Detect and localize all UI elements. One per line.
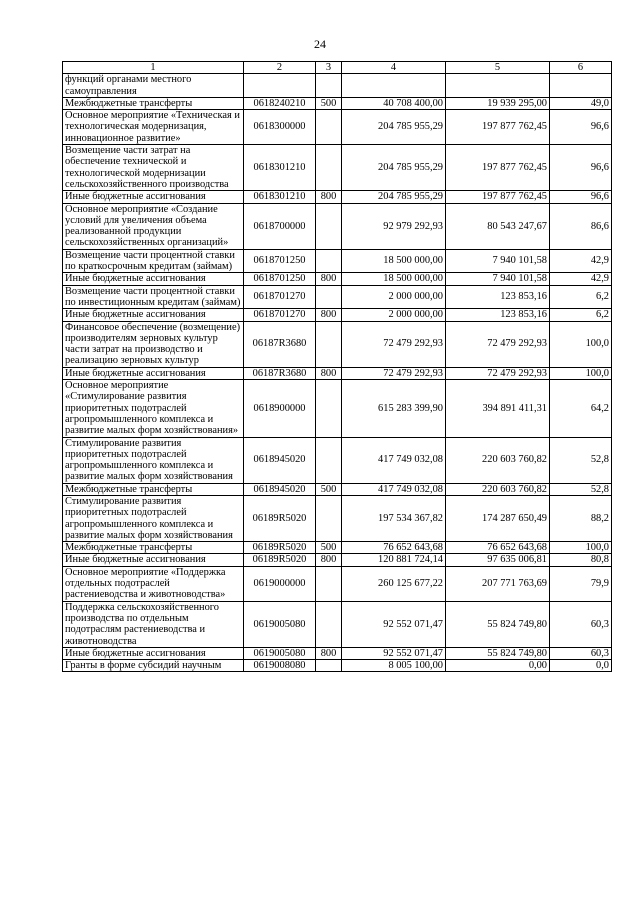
row-planned-amount: 204 785 955,29 bbox=[342, 145, 446, 191]
row-expense-type: 800 bbox=[316, 647, 342, 659]
row-planned-amount bbox=[342, 74, 446, 98]
row-code: 0618900000 bbox=[244, 380, 316, 437]
row-executed-amount: 123 853,16 bbox=[446, 309, 550, 321]
header-col-1: 1 bbox=[63, 62, 244, 74]
table-row bbox=[63, 191, 612, 203]
header-col-4: 4 bbox=[342, 62, 446, 74]
row-expense-type: 500 bbox=[316, 542, 342, 554]
row-executed-amount: 72 479 292,93 bbox=[446, 367, 550, 379]
row-name: Основное мероприятие «Создание условий для увеличения объема реализованной продукции сельскохозяйственных организаций» bbox=[63, 203, 244, 249]
row-executed-amount: 55 824 749,80 bbox=[446, 647, 550, 659]
row-expense-type bbox=[316, 566, 342, 601]
row-name: функций органами местного самоуправления bbox=[63, 74, 244, 98]
row-name: Иные бюджетные ассигнования bbox=[63, 554, 244, 566]
row-code: 06187R3680 bbox=[244, 367, 316, 379]
row-executed-amount: 0,00 bbox=[446, 660, 550, 672]
row-execution-percent: 52,8 bbox=[550, 483, 612, 495]
table-body bbox=[63, 74, 612, 672]
row-expense-type bbox=[316, 145, 342, 191]
row-code: 0618700000 bbox=[244, 203, 316, 249]
row-expense-type bbox=[316, 203, 342, 249]
row-executed-amount: 220 603 760,82 bbox=[446, 483, 550, 495]
row-code: 06189R5020 bbox=[244, 495, 316, 541]
row-execution-percent: 80,8 bbox=[550, 554, 612, 566]
row-execution-percent: 6,2 bbox=[550, 309, 612, 321]
row-expense-type bbox=[316, 495, 342, 541]
row-name: Возмещение части процентной ставки по инвестиционным кредитам (займам) bbox=[63, 285, 244, 309]
row-execution-percent bbox=[550, 74, 612, 98]
row-code: 06189R5020 bbox=[244, 542, 316, 554]
table-row bbox=[63, 285, 612, 309]
table-row bbox=[63, 110, 612, 145]
row-code: 0619000000 bbox=[244, 566, 316, 601]
row-execution-percent: 100,0 bbox=[550, 321, 612, 367]
row-name: Межбюджетные трансферты bbox=[63, 483, 244, 495]
row-code: 0618301210 bbox=[244, 191, 316, 203]
row-expense-type bbox=[316, 660, 342, 672]
row-code: 0618945020 bbox=[244, 483, 316, 495]
row-name: Финансовое обеспечение (возмещение) производителям зерновых культур части затрат на производство и реализацию зерновых культур bbox=[63, 321, 244, 367]
row-executed-amount: 19 939 295,00 bbox=[446, 97, 550, 109]
row-executed-amount: 7 940 101,58 bbox=[446, 273, 550, 285]
row-planned-amount: 2 000 000,00 bbox=[342, 285, 446, 309]
row-execution-percent: 96,6 bbox=[550, 145, 612, 191]
row-execution-percent: 100,0 bbox=[550, 367, 612, 379]
row-execution-percent: 60,3 bbox=[550, 647, 612, 659]
row-planned-amount: 18 500 000,00 bbox=[342, 273, 446, 285]
table-row bbox=[63, 542, 612, 554]
table-row bbox=[63, 483, 612, 495]
row-planned-amount: 615 283 399,90 bbox=[342, 380, 446, 437]
header-col-3: 3 bbox=[316, 62, 342, 74]
row-executed-amount: 123 853,16 bbox=[446, 285, 550, 309]
table-row bbox=[63, 380, 612, 437]
row-name: Стимулирование развития приоритетных подотраслей агропромышленного комплекса и развитие малых форм хозяйствования bbox=[63, 495, 244, 541]
table-row bbox=[63, 660, 612, 672]
row-executed-amount: 76 652 643,68 bbox=[446, 542, 550, 554]
row-expense-type bbox=[316, 601, 342, 647]
table-row bbox=[63, 321, 612, 367]
row-code: 06187R3680 bbox=[244, 321, 316, 367]
row-execution-percent: 60,3 bbox=[550, 601, 612, 647]
row-expense-type: 800 bbox=[316, 273, 342, 285]
row-execution-percent: 79,9 bbox=[550, 566, 612, 601]
row-planned-amount: 92 552 071,47 bbox=[342, 647, 446, 659]
row-execution-percent: 49,0 bbox=[550, 97, 612, 109]
row-name: Поддержка сельскохозяйственного производства по отдельным подотраслям растениеводства и животноводства bbox=[63, 601, 244, 647]
table-row bbox=[63, 249, 612, 273]
table-row bbox=[63, 601, 612, 647]
row-planned-amount: 92 552 071,47 bbox=[342, 601, 446, 647]
row-code: 0618701250 bbox=[244, 249, 316, 273]
row-code: 0619008080 bbox=[244, 660, 316, 672]
row-planned-amount: 120 881 724,14 bbox=[342, 554, 446, 566]
row-executed-amount: 207 771 763,69 bbox=[446, 566, 550, 601]
row-executed-amount: 197 877 762,45 bbox=[446, 191, 550, 203]
row-executed-amount: 394 891 411,31 bbox=[446, 380, 550, 437]
row-execution-percent: 88,2 bbox=[550, 495, 612, 541]
table-header-row bbox=[63, 62, 612, 74]
row-code: 0618301210 bbox=[244, 145, 316, 191]
row-expense-type bbox=[316, 285, 342, 309]
row-planned-amount: 76 652 643,68 bbox=[342, 542, 446, 554]
row-code: 0619005080 bbox=[244, 601, 316, 647]
row-code: 0618701270 bbox=[244, 285, 316, 309]
row-expense-type: 500 bbox=[316, 97, 342, 109]
row-execution-percent: 6,2 bbox=[550, 285, 612, 309]
row-code: 0618701250 bbox=[244, 273, 316, 285]
row-execution-percent: 42,9 bbox=[550, 249, 612, 273]
table-row bbox=[63, 554, 612, 566]
row-code: 0618300000 bbox=[244, 110, 316, 145]
row-code: 06189R5020 bbox=[244, 554, 316, 566]
row-planned-amount: 197 534 367,82 bbox=[342, 495, 446, 541]
table-row bbox=[63, 647, 612, 659]
page-number: 24 bbox=[314, 37, 326, 51]
row-expense-type bbox=[316, 380, 342, 437]
row-execution-percent: 42,9 bbox=[550, 273, 612, 285]
table-row bbox=[63, 495, 612, 541]
row-expense-type: 800 bbox=[316, 309, 342, 321]
row-planned-amount: 92 979 292,93 bbox=[342, 203, 446, 249]
budget-table bbox=[62, 61, 612, 672]
row-execution-percent: 0,0 bbox=[550, 660, 612, 672]
row-planned-amount: 204 785 955,29 bbox=[342, 110, 446, 145]
row-code: 0618701270 bbox=[244, 309, 316, 321]
row-execution-percent: 86,6 bbox=[550, 203, 612, 249]
row-expense-type: 800 bbox=[316, 554, 342, 566]
row-execution-percent: 100,0 bbox=[550, 542, 612, 554]
row-code bbox=[244, 74, 316, 98]
row-code: 0618945020 bbox=[244, 437, 316, 483]
row-executed-amount: 220 603 760,82 bbox=[446, 437, 550, 483]
table-row bbox=[63, 437, 612, 483]
row-planned-amount: 40 708 400,00 bbox=[342, 97, 446, 109]
row-expense-type bbox=[316, 437, 342, 483]
row-expense-type bbox=[316, 249, 342, 273]
row-executed-amount: 80 543 247,67 bbox=[446, 203, 550, 249]
row-expense-type: 500 bbox=[316, 483, 342, 495]
table-row bbox=[63, 273, 612, 285]
row-executed-amount: 197 877 762,45 bbox=[446, 110, 550, 145]
row-executed-amount: 174 287 650,49 bbox=[446, 495, 550, 541]
row-planned-amount: 417 749 032,08 bbox=[342, 483, 446, 495]
row-expense-type bbox=[316, 74, 342, 98]
row-planned-amount: 2 000 000,00 bbox=[342, 309, 446, 321]
row-executed-amount: 55 824 749,80 bbox=[446, 601, 550, 647]
row-name: Иные бюджетные ассигнования bbox=[63, 309, 244, 321]
row-planned-amount: 72 479 292,93 bbox=[342, 321, 446, 367]
header-col-5: 5 bbox=[446, 62, 550, 74]
row-execution-percent: 96,6 bbox=[550, 110, 612, 145]
row-name: Межбюджетные трансферты bbox=[63, 542, 244, 554]
row-name: Иные бюджетные ассигнования bbox=[63, 367, 244, 379]
row-name: Гранты в форме субсидий научным bbox=[63, 660, 244, 672]
table-row bbox=[63, 203, 612, 249]
row-expense-type: 800 bbox=[316, 191, 342, 203]
row-execution-percent: 52,8 bbox=[550, 437, 612, 483]
row-planned-amount: 8 005 100,00 bbox=[342, 660, 446, 672]
row-code: 0619005080 bbox=[244, 647, 316, 659]
table-row bbox=[63, 367, 612, 379]
header-col-2: 2 bbox=[244, 62, 316, 74]
table-row bbox=[63, 97, 612, 109]
row-name: Возмещение части затрат на обеспечение технической и технологической модернизации сельскохозяйственного производства bbox=[63, 145, 244, 191]
row-name: Стимулирование развития приоритетных подотраслей агропромышленного комплекса и развитие малых форм хозяйствования bbox=[63, 437, 244, 483]
row-expense-type bbox=[316, 110, 342, 145]
header-col-6: 6 bbox=[550, 62, 612, 74]
row-name: Иные бюджетные ассигнования bbox=[63, 273, 244, 285]
row-executed-amount: 72 479 292,93 bbox=[446, 321, 550, 367]
row-executed-amount bbox=[446, 74, 550, 98]
row-name: Возмещение части процентной ставки по краткосрочным кредитам (займам) bbox=[63, 249, 244, 273]
row-name: Иные бюджетные ассигнования bbox=[63, 647, 244, 659]
row-executed-amount: 197 877 762,45 bbox=[446, 145, 550, 191]
row-execution-percent: 96,6 bbox=[550, 191, 612, 203]
table-row bbox=[63, 566, 612, 601]
row-code: 0618240210 bbox=[244, 97, 316, 109]
row-planned-amount: 417 749 032,08 bbox=[342, 437, 446, 483]
row-name: Основное мероприятие «Техническая и технологическая модернизация, инновационное развитие» bbox=[63, 110, 244, 145]
row-name: Основное мероприятие «Поддержка отдельных подотраслей растениеводства и животноводства» bbox=[63, 566, 244, 601]
row-planned-amount: 260 125 677,22 bbox=[342, 566, 446, 601]
row-executed-amount: 97 635 006,81 bbox=[446, 554, 550, 566]
row-executed-amount: 7 940 101,58 bbox=[446, 249, 550, 273]
row-expense-type: 800 bbox=[316, 367, 342, 379]
table-row bbox=[63, 74, 612, 98]
row-name: Основное мероприятие «Стимулирование развития приоритетных подотраслей агропромышленного комплекса и развитие малых форм хозяйствования» bbox=[63, 380, 244, 437]
table-row bbox=[63, 145, 612, 191]
row-expense-type bbox=[316, 321, 342, 367]
row-planned-amount: 204 785 955,29 bbox=[342, 191, 446, 203]
row-name: Межбюджетные трансферты bbox=[63, 97, 244, 109]
row-planned-amount: 18 500 000,00 bbox=[342, 249, 446, 273]
row-planned-amount: 72 479 292,93 bbox=[342, 367, 446, 379]
row-execution-percent: 64,2 bbox=[550, 380, 612, 437]
table-row bbox=[63, 309, 612, 321]
row-name: Иные бюджетные ассигнования bbox=[63, 191, 244, 203]
